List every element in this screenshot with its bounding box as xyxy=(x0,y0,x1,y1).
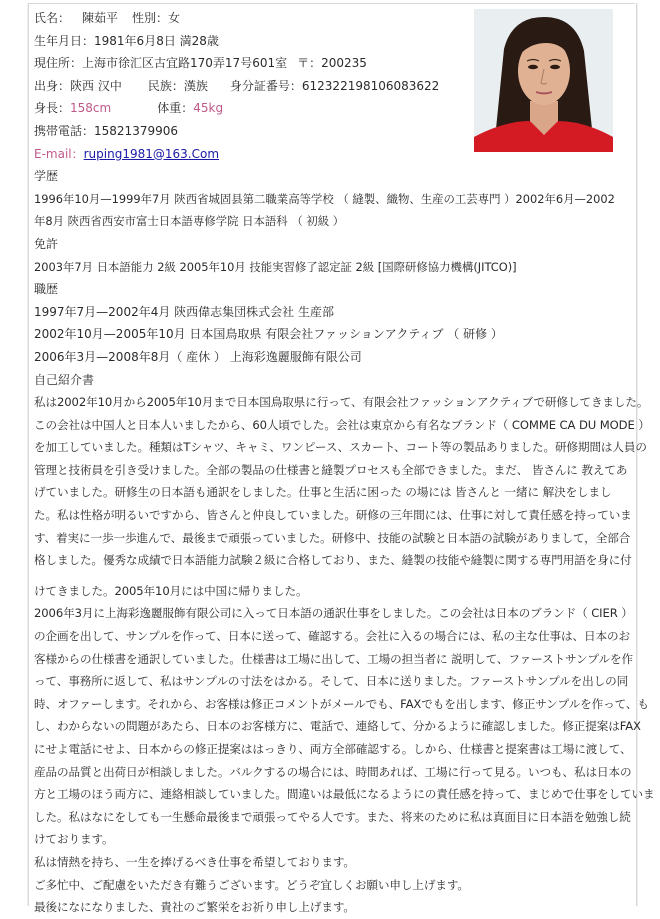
education-line-1: 1996年10月—1999年7月 陝西省城固县第二職業高等学校 （ 縫製、織物、生産の工芸専門 ）2002年6月—2002 xyxy=(34,191,615,206)
phone-value: 15821379906 xyxy=(94,123,178,138)
career-line-3: 2006年3月—2008年8月（ 産休 ） 上海彩逸麗服飾有限公司 xyxy=(34,349,362,364)
self-intro-paragraph-a xyxy=(34,391,650,572)
self-intro-line: にせよ電話にせよ、日本からの修正提案ははっきり、両方全部確認する。しから、仕様書と提案書は工場に渡して、 xyxy=(34,742,632,756)
licenses-title: 免許 xyxy=(34,236,59,251)
self-intro-line: 時、オファーします。それから、お客様は修正コメントがメールでも、FAXでもを出します、修正サンプルを作って、も xyxy=(34,696,649,711)
gender-label: 性別： xyxy=(132,11,169,25)
self-intro-line: 方と工場のほう両方に、連絡相談していました。間違いは最低になるようにの責任感を持って、まじめで仕事をしていま xyxy=(34,787,655,802)
email-row xyxy=(34,143,634,166)
self-intro-line: けてきました。2005年10月には中国に帰りました。 xyxy=(34,583,308,598)
origin-row xyxy=(34,75,634,98)
address-row xyxy=(34,52,634,75)
career-line-2: 2002年10月—2005年10月 日本国鳥取県 有限会社ファッションアクティブ （ 研修 ） xyxy=(34,327,503,342)
email-label: E-mail： xyxy=(34,146,84,161)
self-intro-line: げていました。研修生の日本語も通訳をしました。仕事と生活に困った の場には 皆さんと 一緒に 解決をしまし xyxy=(34,485,612,500)
self-intro-line: って、事務所に返して、私はサンプルの寸法をはかる。そして、日本に送りました。ファーストサンプルを出しの同 xyxy=(34,674,629,689)
name-value: 陳茹平 xyxy=(82,11,119,25)
self-intro-line: た。私は性格が明るいですから、皆さんと仲良していました。研修の三年間には、仕事に対して責任感を持っていま xyxy=(34,508,632,523)
self-intro-line: し、わからないの問題があたら、日本のお客様方に、電話で、連絡して、分かるように確認しました。修正提案はFAX xyxy=(34,719,641,734)
ethnic-value: 漢族 xyxy=(183,78,208,93)
career-line-1: 1997年7月—2002年4月 陝西偉志集団株式会社 生産部 xyxy=(34,304,334,319)
career-title: 職歴 xyxy=(34,282,59,297)
name-row xyxy=(34,7,634,30)
id-label: 身分証番号： xyxy=(229,78,302,93)
address-label: 現住所： xyxy=(34,56,83,71)
paragraph-gap xyxy=(34,572,634,580)
self-intro-line: した。私はなにをしても一生懸命最後まで頑張ってやる人です。また、将来のために私は真面目に日本語を勉強し続 xyxy=(34,809,631,824)
phone-row xyxy=(34,120,634,143)
self-intro-line: 客様からの仕様書を通訳していました。仕様書は工場に出して、工場の担当者に 説明して、ファーストサンプルを作 xyxy=(34,651,633,666)
self-intro-line: の企画を出して、サンプルを作って、日本に送って、確認する。会社に入るの場合には、私の主な仕事は、日本のお xyxy=(34,629,630,644)
education-line-2: 年8月 陝西省西安市富士日本語専修学院 日本語科 （ 初級 ） xyxy=(34,214,345,229)
address-value: 上海市徐汇区古宜路170弄17号601室 xyxy=(82,56,288,71)
education-title: 学歴 xyxy=(34,169,59,184)
self-intro-line: けております。 xyxy=(34,832,114,847)
self-intro-line: 2006年3月に上海彩逸麗服飾有限公司に入って日本語の通訳仕事をしました。この会社は日本のブランド（ CIER ） xyxy=(34,606,633,621)
name-label: 氏名： xyxy=(34,11,71,25)
id-value: 612322198106083622 xyxy=(301,78,440,93)
postal-value: 200235 xyxy=(321,56,367,71)
self-intro-line: この会社は中国人と日本人いましたから、60人頃でした。会社は東京から有名なブランド（ COMME CA DU MODE ） xyxy=(34,417,650,432)
gender-value: 女 xyxy=(168,11,181,25)
self-intro-line: す、着実に一歩一歩進んで、最後まで頑張っていました。研修中、技能の試験と日本語の試験がありまして，全部合 xyxy=(34,530,631,545)
origin-value: 陝西 汉中 xyxy=(70,78,122,93)
self-intro-line: 私は2002年10月から2005年10月まで日本国鳥取県に行って、有限会社ファッションアクティブで研修してきました。 xyxy=(34,395,649,410)
self-intro-line: を加工していました。種類はTシャツ、キャミ、ワンピース、スカート、コート等の製品ありました。研修期間は人員の xyxy=(34,440,647,455)
self-intro-line: ご多忙中、ご配慮をいただき有難うございます。どうぞ宜しくお願い申し上げます。 xyxy=(34,877,469,892)
self-intro-line: 産品の品質と出荷日が相談しました。バルクするの場合には、時間あれば、工場に行って見る。いつも、私は日本の xyxy=(34,764,632,779)
birth-label: 生年月日： xyxy=(34,33,95,48)
birth-row xyxy=(34,30,634,53)
body-row xyxy=(34,97,634,120)
email-link[interactable]: ruping1981@163.Com xyxy=(83,146,220,161)
self-intro-line: 格しました。優秀な成績で日本語能力試験２級に合格しており、また、縫製の技能や縫製に関する専門用語を身に付 xyxy=(34,553,632,568)
weight-label: 体重： xyxy=(157,101,194,116)
self-intro-paragraph-b xyxy=(34,580,655,919)
birth-value: 1981年6月8日 満28歳 xyxy=(94,33,219,48)
self-intro-line: 管理と技術員を引き受けました。全部の製品の仕様書と縫製プロセスも全部できました。まだ、 皆さんに 教えてあ xyxy=(34,462,628,477)
height-label: 身長： xyxy=(34,101,71,116)
phone-label: 携帯電話： xyxy=(34,123,95,138)
height-value: 158cm xyxy=(70,101,112,116)
licenses-line-1: 2003年7月 日本語能力 2級 2005年10月 技能実習修了認定証 2級 [国際研修協力機構(JITCO)] xyxy=(34,259,517,274)
ethnic-label: 民族： xyxy=(147,78,184,93)
self-intro-line: 最後になになりました、貴社のご繁栄をお祈り申し上げます。 xyxy=(34,900,355,915)
postal-label: 〒： xyxy=(297,56,322,71)
weight-value: 45kg xyxy=(193,101,224,116)
self-intro-line: 私は情熱を持ち、一生を捧げるべき仕事を希望しております。 xyxy=(34,854,355,869)
self-intro-title: 自己紹介書 xyxy=(34,372,95,387)
resume-content xyxy=(34,7,655,919)
origin-label: 出身： xyxy=(34,78,71,93)
